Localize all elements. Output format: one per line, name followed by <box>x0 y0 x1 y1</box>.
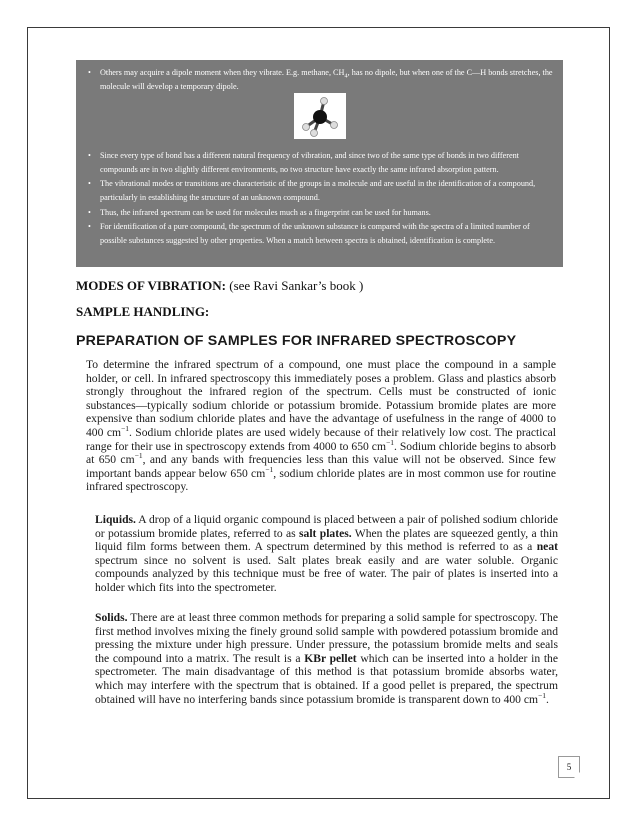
bullet-text: The vibrational modes or transitions are characteristic of the groups in a molecule and are useful in the identification of a compound, particularly in establishing the structure of an unknown compound. <box>100 179 536 202</box>
solids-paragraph: Solids. There are at least three common methods for preparing a solid sample for spectroscopy. The first method involves mixing the finely ground solid sample with powdered potassium bromide and pressing the mixture under high pressure. Under pressure, the potassium bromide melts and seals the compound into a matrix. The result is a KBr pellet which can be inserted into a holder in the spectrometer. The main disadvantage of this method is that potassium bromide absorbs water, which may interfere with the spectrum that is obtained. If a good pellet is prepared, the spectrum obtained will have no interfering bands since potassium bromide is transparent down to 400 $cm^{-1}$. <box>95 611 558 706</box>
bullet-item <box>86 66 553 93</box>
liquids-label: Liquids. <box>95 513 136 526</box>
bullet-dot: • <box>88 68 91 77</box>
bullet-text: Thus, the infrared spectrum can be used for molecules much as a fingerprint can be used for humans. <box>100 207 431 217</box>
modes-heading: MODES OF VIBRATION: (see Ravi Sankar’s book ) <box>76 278 364 293</box>
bullet-dot: • <box>88 179 91 189</box>
methane-molecule-icon <box>294 93 346 139</box>
page-number: 5 <box>558 756 580 778</box>
bullet-item <box>86 206 553 220</box>
bullet-text: Others may acquire a dipole moment when they vibrate. E.g. methane, $CH_4$, has no dipole, but when one of the C—H bonds stretches, the molecule will develop a temporary dipole. <box>100 68 553 91</box>
bullet-dot: • <box>88 151 91 161</box>
bullet-text: Since every type of bond has a different natural frequency of vibration, and since two of the same type of bonds in two different compounds are in two slightly different environments, no two structure have exactly the same infrared absorption pattern. <box>100 151 519 174</box>
solids-label: Solids. <box>95 611 128 624</box>
preparation-heading: PREPARATION OF SAMPLES FOR INFRARED SPECTROSCOPY <box>76 333 517 349</box>
bullet-dot: • <box>88 222 91 232</box>
highlight-box <box>76 60 563 267</box>
bullet-item <box>86 220 553 247</box>
bullet-text: For identification of a pure compound, the spectrum of the unknown substance is compared with the spectra of a limited number of possible substances suggested by other properties. When a match between spectra is obtained, identification is complete. <box>100 222 530 245</box>
sample-handling-heading: SAMPLE HANDLING: <box>76 304 210 319</box>
bullet-dot: • <box>88 207 91 217</box>
bullet-item <box>86 177 553 204</box>
liquids-paragraph: Liquids. A drop of a liquid organic compound is placed between a pair of polished sodium chloride or potassium bromide plates, referred to as salt plates. When the plates are squeezed gently, a thin liquid film forms between them. A spectrum determined by this method is referred to as a neat spectrum since no solvent is used. Salt plates break easily and are water soluble. Organic compounds analyzed by this technique must be free of water. The pair of plates is inserted into a holder which fits into the spectrometer. <box>95 513 559 594</box>
intro-paragraph: To determine the infrared spectrum of a compound, one must place the compound in a sample holder, or cell. In infrared spectroscopy this immediately poses a problem. Glass and plastics absorb strongly throughout the infrared region of the spectrum. Cells must be constructed of ionic substances—typically sodium chloride or potassium bromide. Potassium bromide plates are more expensive than sodium chloride plates and have the advantage of usefulness in the range of 4000 to 400 $cm^{-1}$. Sodium chloride plates are used widely because of their relatively low cost. The practical range for their use in spectroscopy extends from 4000 to 650 $cm^{-1}$. Sodium chloride begins to absorb at 650 $cm^{-1}$, and any bands with frequencies less than this value will not be observed. Since few important bands appear below 650 $cm^{-1}$, sodium chloride plates are in most common use for routine infrared spectroscopy. <box>86 358 557 494</box>
modes-note: (see Ravi Sankar’s book ) <box>226 278 364 293</box>
bullet-item <box>86 149 553 176</box>
